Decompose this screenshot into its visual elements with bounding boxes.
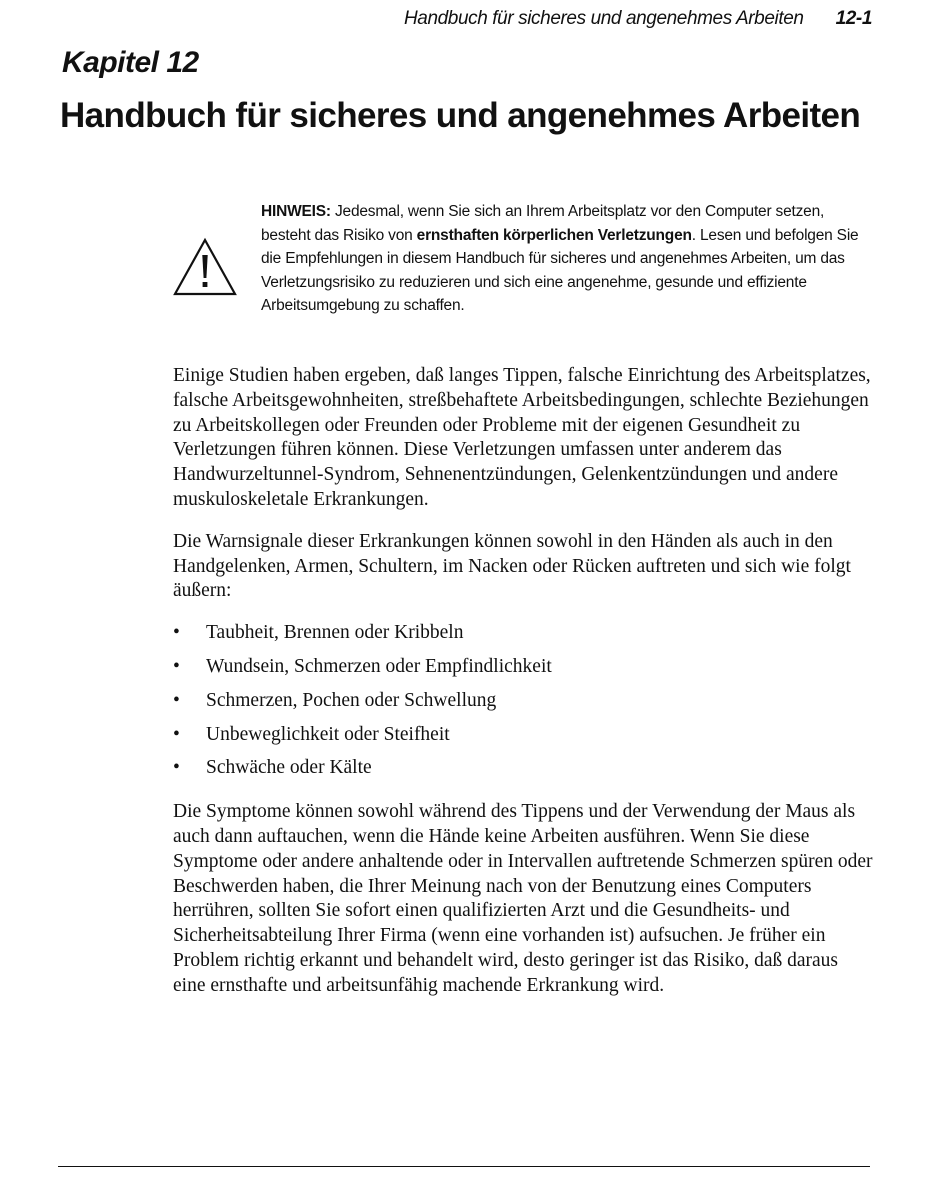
list-item xyxy=(173,723,873,757)
bullet-icon: • xyxy=(173,757,180,779)
notice-label: HINWEIS: xyxy=(261,203,331,220)
chapter-title: Handbuch für sicheres und angenehmes Arbeiten xyxy=(60,96,861,135)
bullet-icon: • xyxy=(173,655,180,677)
list-item-text: Taubheit, Brennen oder Kribbeln xyxy=(206,622,464,644)
chapter-label: Kapitel 12 xyxy=(62,46,199,79)
paragraph-warning-signs: Die Warnsignale dieser Erkrankungen können sowohl in den Händen als auch in den Handgelenken, Armen, Schultern, im Nacken oder Rücken auftreten und sich wie folgt äußern: xyxy=(173,530,851,602)
notice-emphasis: ernsthaften körperlichen Verletzungen xyxy=(416,226,692,244)
running-title: Handbuch für sicheres und angenehmes Arbeiten xyxy=(403,8,804,29)
list-item-text: Unbeweglichkeit oder Steifheit xyxy=(206,723,450,745)
symptom-list xyxy=(173,621,873,790)
bullet-icon: • xyxy=(173,723,180,745)
footer-rule xyxy=(58,1166,870,1167)
list-item-text: Wundsein, Schmerzen oder Empfindlichkeit xyxy=(206,655,552,677)
list-item xyxy=(173,756,873,790)
paragraph-intro: Einige Studien haben ergeben, daß langes Tippen, falsche Einrichtung des Arbeitsplatzes, falsche Arbeitsgewohnheiten, streßbehaftete Arbeitsbedingungen, schlechte Beziehungen zu Arbeitskollegen oder Freunden oder Probleme mit der eigenen Gesundheit zu Verletzungen führen können. Diese Verletzungen umfassen unter anderem das Handwurzeltunnel-Syndrom, Sehnenentzündungen, Gelenkentzündungen und andere muskuloskeletale Erkrankungen. xyxy=(173,365,871,510)
list-item-text: Schwäche oder Kälte xyxy=(206,757,372,779)
bullet-icon: • xyxy=(173,622,180,644)
warning-triangle-icon xyxy=(172,237,238,297)
list-item xyxy=(173,621,873,655)
notice-text-after: . Lesen und befolgen Sie die Empfehlungen in diesem Handbuch für sicheres und angenehmes Arbeiten, um das Verletzungsrisiko zu reduzieren und sich eine angenehme, gesunde und effiziente Arbeitsumgebung zu schaffen. xyxy=(261,226,859,314)
list-item xyxy=(173,655,873,689)
list-item-text: Schmerzen, Pochen oder Schwellung xyxy=(206,689,497,711)
page-number: 12-1 xyxy=(835,8,872,29)
body-text xyxy=(173,364,873,1016)
running-header xyxy=(404,8,872,30)
paragraph-symptoms: Die Symptome können sowohl während des Tippens und der Verwendung der Maus als auch dann auftauchen, wenn die Hände keine Arbeiten ausführen. Wenn Sie diese Symptome oder andere anhaltende oder in Intervallen auftretende Schmerzen spüren oder Beschwerden haben, die Ihrer Meinung nach von der Benutzung eines Computers herrühren, sollten Sie sofort einen qualifizierten Arzt und die Gesundheits- und Sicherheitsabteilung Ihrer Firma (wenn eine vorhanden ist) aufsuchen. Je früher ein Problem richtig erkannt und behandelt wird, desto geringer ist das Risiko, daß daraus eine ernsthafte und arbeitsunfähig machende Erkrankung wird. xyxy=(173,801,873,996)
notice-box xyxy=(261,200,861,318)
list-item xyxy=(173,689,873,723)
bullet-icon: • xyxy=(173,689,180,711)
notice-text-before: Jedesmal, wenn Sie sich an Ihrem Arbeitsplatz vor den Computer setzen, besteht das Risiko von xyxy=(261,203,825,244)
